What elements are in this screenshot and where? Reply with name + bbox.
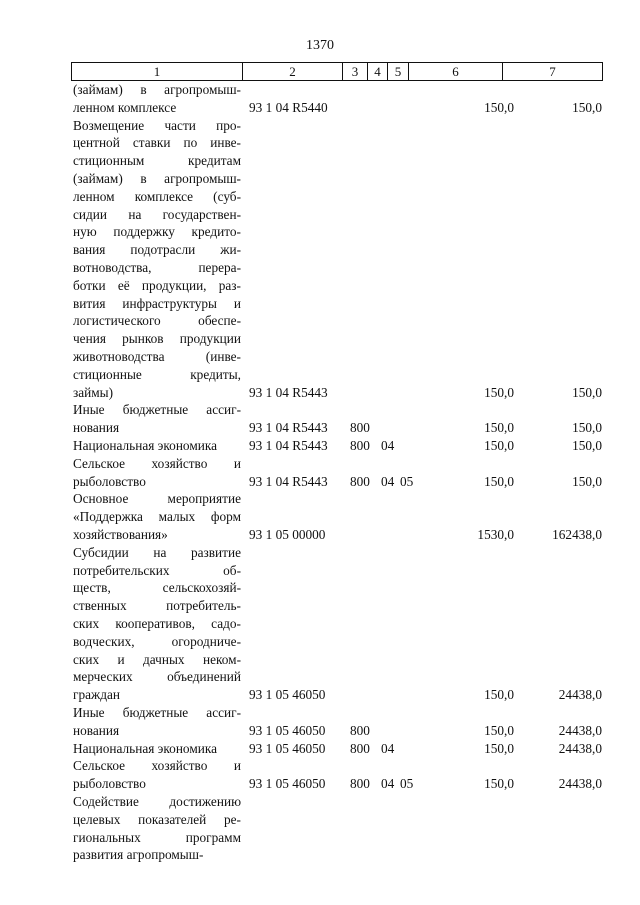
table-row (0, 704, 640, 740)
column-header-4: 4 (368, 63, 388, 81)
column-header-7: 7 (503, 63, 603, 81)
row-description (73, 81, 241, 117)
description-line: развития агропромыш- (73, 847, 204, 863)
amount-column-6: 150,0 (484, 437, 514, 453)
table-row (0, 793, 640, 864)
description-line: гиональных программ (73, 829, 241, 845)
description-line: Иные бюджетные ассиг- (73, 704, 241, 720)
description-line: «Поддержка малых форм (73, 509, 241, 525)
description-line: центной ставки по инве- (73, 135, 241, 151)
description-line: Сельское хозяйство и (73, 455, 241, 471)
amount-column-6: 150,0 (484, 99, 514, 115)
row-description (73, 117, 241, 402)
amount-column-6: 150,0 (484, 420, 514, 436)
description-line: Национальная экономика (73, 740, 218, 756)
amount-column-7: 150,0 (572, 473, 602, 489)
column-header-6: 6 (409, 63, 503, 81)
section-code: 04 (381, 473, 395, 489)
description-line: ленном комплексе (суб- (73, 188, 241, 204)
expense-type-code: 800 (350, 722, 370, 738)
target-article-code: 93 1 04 R5443 (249, 420, 328, 436)
budget-table-body (0, 81, 640, 864)
amount-column-7: 24438,0 (558, 722, 602, 738)
target-article-code: 93 1 04 R5440 (249, 99, 328, 115)
description-line: животноводства (инве- (73, 348, 241, 364)
target-article-code: 93 1 05 46050 (249, 722, 326, 738)
amount-column-6: 150,0 (484, 384, 514, 400)
section-code: 04 (381, 740, 395, 756)
description-line: ских кооперативов, садо- (73, 615, 241, 631)
table-row (0, 401, 640, 437)
expense-type-code: 800 (350, 420, 370, 436)
description-line: рыболовство (73, 473, 146, 489)
amount-column-6: 1530,0 (477, 526, 514, 542)
description-line: Субсидии на развитие (73, 544, 241, 560)
expense-type-code: 800 (350, 473, 370, 489)
description-line: сидии на государствен- (73, 206, 241, 222)
target-article-code: 93 1 05 46050 (249, 687, 326, 703)
description-line: потребительских об- (73, 562, 241, 578)
description-line: ских и дачных неком- (73, 651, 241, 667)
amount-column-6: 150,0 (484, 473, 514, 489)
expense-type-code: 800 (350, 740, 370, 756)
row-description (73, 757, 241, 793)
amount-column-7: 150,0 (572, 384, 602, 400)
description-line: целевых показателей ре- (73, 811, 241, 827)
table-row (0, 455, 640, 491)
table-row (0, 117, 640, 402)
row-description (73, 740, 241, 758)
amount-column-6: 150,0 (484, 687, 514, 703)
target-article-code: 93 1 05 00000 (249, 526, 326, 542)
column-header-1: 1 (72, 63, 243, 81)
table-row (0, 490, 640, 543)
column-header-5: 5 (388, 63, 409, 81)
amount-column-7: 150,0 (572, 437, 602, 453)
row-description (73, 793, 241, 864)
amount-column-7: 162438,0 (552, 526, 602, 542)
description-line: Содействие достижению (73, 793, 241, 809)
description-line: Национальная экономика (73, 437, 218, 453)
description-line: Сельское хозяйство и (73, 758, 241, 774)
description-line: хозяйствования» (73, 526, 168, 542)
amount-column-6: 150,0 (484, 776, 514, 792)
row-description (73, 544, 241, 704)
description-line: водческих, огородниче- (73, 633, 241, 649)
amount-column-6: 150,0 (484, 722, 514, 738)
column-header-2: 2 (243, 63, 343, 81)
expense-type-code: 800 (350, 437, 370, 453)
description-line: займы) (73, 384, 114, 400)
amount-column-7: 24438,0 (558, 740, 602, 756)
row-description (73, 490, 241, 543)
description-line: ществ, сельскохозяй- (73, 580, 241, 596)
description-line: стиционным кредитам (73, 153, 241, 169)
description-line: Основное мероприятие (73, 491, 241, 507)
target-article-code: 93 1 05 46050 (249, 776, 326, 792)
target-article-code: 93 1 04 R5443 (249, 473, 328, 489)
table-row (0, 81, 640, 117)
description-line: ботки её продукции, раз- (73, 277, 241, 293)
amount-column-7: 150,0 (572, 420, 602, 436)
description-line: ленном комплексе (73, 99, 177, 115)
row-description (73, 401, 241, 437)
description-line: ную поддержку кредито- (73, 224, 241, 240)
description-line: вания подотрасли жи- (73, 242, 241, 258)
table-row (0, 740, 640, 758)
section-code: 04 (381, 437, 395, 453)
description-line: чения рынков продукции (73, 331, 241, 347)
description-line: нования (73, 722, 120, 738)
subsection-code: 05 (400, 776, 414, 792)
column-header-table (71, 62, 603, 81)
expense-type-code: 800 (350, 776, 370, 792)
description-line: ственных потребитель- (73, 598, 241, 614)
description-line: (займам) в агропромыш- (73, 170, 241, 186)
amount-column-7: 24438,0 (558, 776, 602, 792)
description-line: Возмещение части про- (73, 117, 241, 133)
description-line: вотноводства, перера- (73, 259, 241, 275)
description-line: мерческих объединений (73, 669, 241, 685)
row-description (73, 704, 241, 740)
page-number: 1370 (306, 38, 334, 53)
table-row (0, 544, 640, 704)
subsection-code: 05 (400, 473, 414, 489)
description-line: рыболовство (73, 776, 146, 792)
row-description (73, 437, 241, 455)
table-row (0, 437, 640, 455)
row-description (73, 455, 241, 491)
description-line: граждан (73, 687, 120, 703)
description-line: (займам) в агропромыш- (73, 82, 241, 97)
description-line: Иные бюджетные ассиг- (73, 402, 241, 418)
section-code: 04 (381, 776, 395, 792)
column-header-3: 3 (343, 63, 368, 81)
description-line: вития инфраструктуры и (73, 295, 241, 311)
description-line: стиционные кредиты, (73, 366, 241, 382)
target-article-code: 93 1 05 46050 (249, 740, 326, 756)
target-article-code: 93 1 04 R5443 (249, 384, 328, 400)
amount-column-6: 150,0 (484, 740, 514, 756)
amount-column-7: 24438,0 (558, 687, 602, 703)
table-row (0, 757, 640, 793)
description-line: логистического обеспе- (73, 313, 241, 329)
target-article-code: 93 1 04 R5443 (249, 437, 328, 453)
description-line: нования (73, 420, 120, 436)
amount-column-7: 150,0 (572, 99, 602, 115)
